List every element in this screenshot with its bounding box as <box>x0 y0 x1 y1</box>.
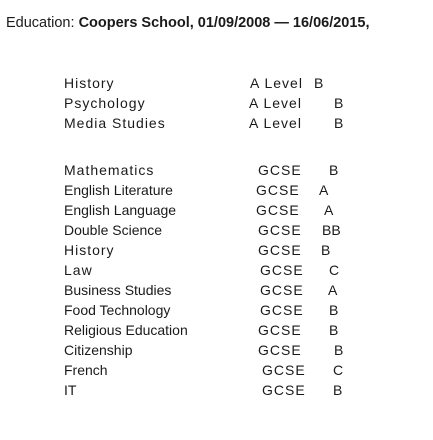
qualification-level: A Level <box>249 115 302 131</box>
grade: B <box>333 382 343 398</box>
subject-name: English Literature <box>64 182 173 198</box>
grade: B <box>334 115 345 131</box>
subject-name: History <box>64 75 115 91</box>
subject-name: Double Science <box>64 222 163 238</box>
subject-name: History <box>64 242 115 258</box>
qualification-level: GCSE <box>256 202 300 218</box>
gcse-row <box>0 300 433 320</box>
a-level-row <box>0 93 433 113</box>
subject-name: IT <box>64 382 77 398</box>
qualification-level: GCSE <box>262 382 306 398</box>
gcse-row <box>0 260 433 280</box>
gcse-row <box>0 280 433 300</box>
grade: A <box>324 202 334 218</box>
gcse-row <box>0 360 433 380</box>
grade: C <box>333 362 344 378</box>
qualification-level: A Level <box>250 75 303 91</box>
subject-name: Law <box>64 262 93 278</box>
qualification-level: GCSE <box>260 262 304 278</box>
qualification-level: GCSE <box>260 302 304 318</box>
grade: BB <box>322 222 341 238</box>
gcse-row <box>0 180 433 200</box>
a-level-row <box>0 73 433 93</box>
subject-name: Food Technology <box>64 302 171 318</box>
grade: B <box>329 302 339 318</box>
subject-name: Media Studies <box>64 115 166 131</box>
subject-name: Religious Education <box>64 322 188 338</box>
subject-name: Mathematics <box>64 162 155 178</box>
grade: A <box>319 182 329 198</box>
grade: B <box>321 242 332 258</box>
gcse-row <box>0 240 433 260</box>
qualification-level: GCSE <box>258 242 302 258</box>
grade: A <box>328 282 338 298</box>
subject-name: Citizenship <box>64 342 133 358</box>
education-label: Education: <box>6 15 79 31</box>
grade: B <box>334 95 345 111</box>
gcse-row <box>0 340 433 360</box>
qualification-level: GCSE <box>258 162 302 178</box>
education-header <box>6 15 370 31</box>
subject-name: English Language <box>64 202 177 218</box>
qualification-level: GCSE <box>256 182 300 198</box>
qualification-level: GCSE <box>262 362 306 378</box>
subject-name: French <box>64 362 108 378</box>
qualification-level: GCSE <box>258 322 302 338</box>
grade: B <box>314 75 325 91</box>
gcse-row <box>0 320 433 340</box>
gcse-row <box>0 220 433 240</box>
qualification-level: A Level <box>249 95 302 111</box>
grade: B <box>334 342 344 358</box>
grade: B <box>329 162 340 178</box>
qualification-level: GCSE <box>258 222 302 238</box>
qualification-level: GCSE <box>260 282 304 298</box>
gcse-row <box>0 200 433 220</box>
gcse-row <box>0 160 433 180</box>
grade: C <box>329 262 341 278</box>
school-name-and-dates: Coopers School, 01/09/2008 — 16/06/2015, <box>78 15 370 31</box>
a-level-row <box>0 113 433 133</box>
grade: B <box>329 322 339 338</box>
gcse-row <box>0 380 433 400</box>
subject-name: Business Studies <box>64 282 172 298</box>
subject-name: Psychology <box>64 95 146 111</box>
qualification-level: GCSE <box>258 342 302 358</box>
